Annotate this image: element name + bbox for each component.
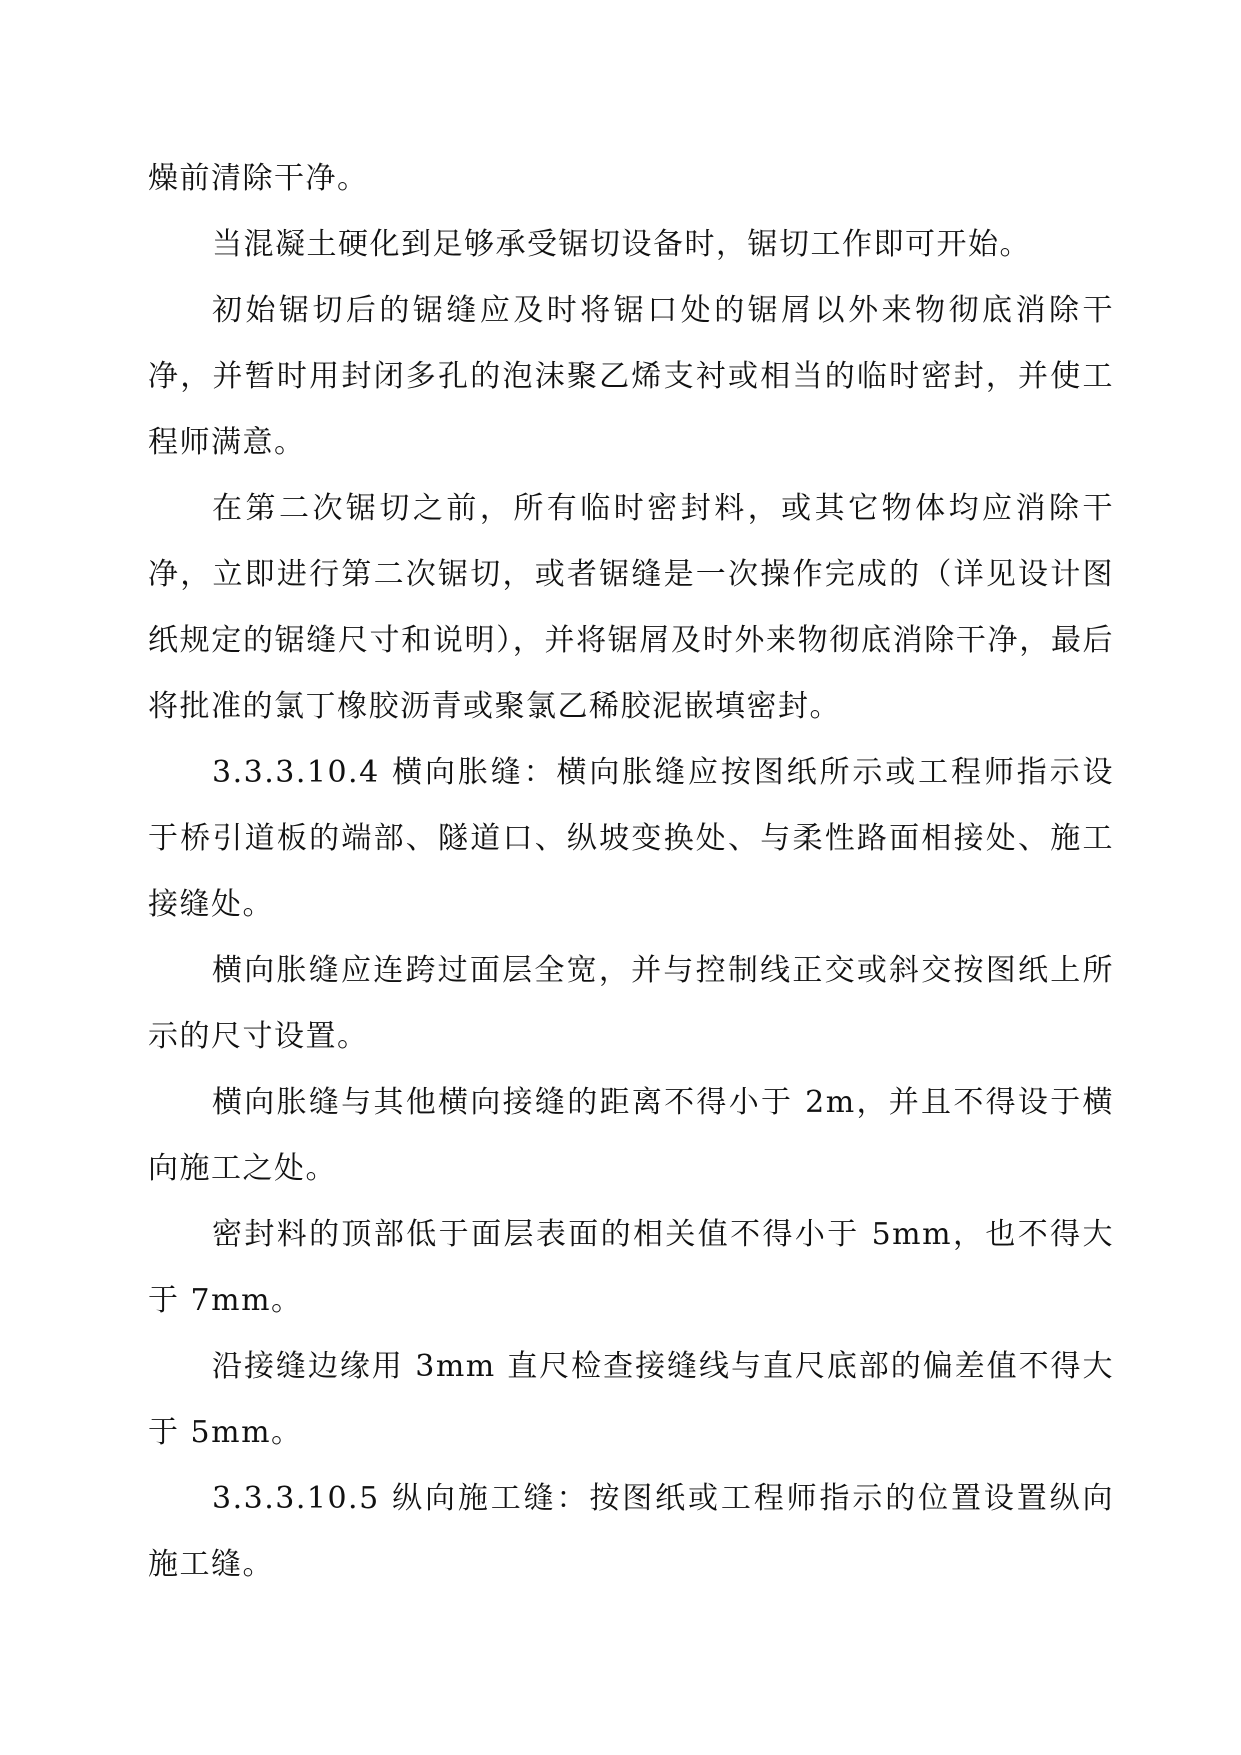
document-body: [148, 146, 1114, 1598]
paragraph-5: 3.3.3.10.4 横向胀缝：横向胀缝应按图纸所示或工程师指示设于桥引道板的端部、隧道口、纵坡变换处、与柔性路面相接处、施工接缝处。: [148, 755, 1114, 922]
paragraph-2: 当混凝土硬化到足够承受锯切设备时，锯切工作即可开始。: [212, 227, 1031, 262]
paragraph-6: 横向胀缝应连跨过面层全宽，并与控制线正交或斜交按图纸上所示的尺寸设置。: [148, 953, 1114, 1054]
paragraph-9: 沿接缝边缘用 3mm 直尺检查接缝线与直尺底部的偏差值不得大于 5mm。: [148, 1349, 1114, 1450]
paragraph-7: 横向胀缝与其他横向接缝的距离不得小于 2m，并且不得设于横向施工之处。: [148, 1085, 1114, 1186]
paragraph-1: 燥前清除干净。: [148, 161, 369, 196]
paragraph-4: 在第二次锯切之前，所有临时密封料，或其它物体均应消除干净，立即进行第二次锯切，或者锯缝是一次操作完成的（详见设计图纸规定的锯缝尺寸和说明），并将锯屑及时外来物彻底消除干净，最后将批准的氯丁橡胶沥青或聚氯乙稀胶泥嵌填密封。: [148, 491, 1114, 724]
paragraph-10: 3.3.3.10.5 纵向施工缝：按图纸或工程师指示的位置设置纵向施工缝。: [148, 1481, 1114, 1582]
paragraph-8: 密封料的顶部低于面层表面的相关值不得小于 5mm，也不得大于 7mm。: [148, 1217, 1114, 1318]
paragraph-3: 初始锯切后的锯缝应及时将锯口处的锯屑以外来物彻底消除干净，并暂时用封闭多孔的泡沫聚乙烯支衬或相当的临时密封，并使工程师满意。: [148, 293, 1114, 460]
